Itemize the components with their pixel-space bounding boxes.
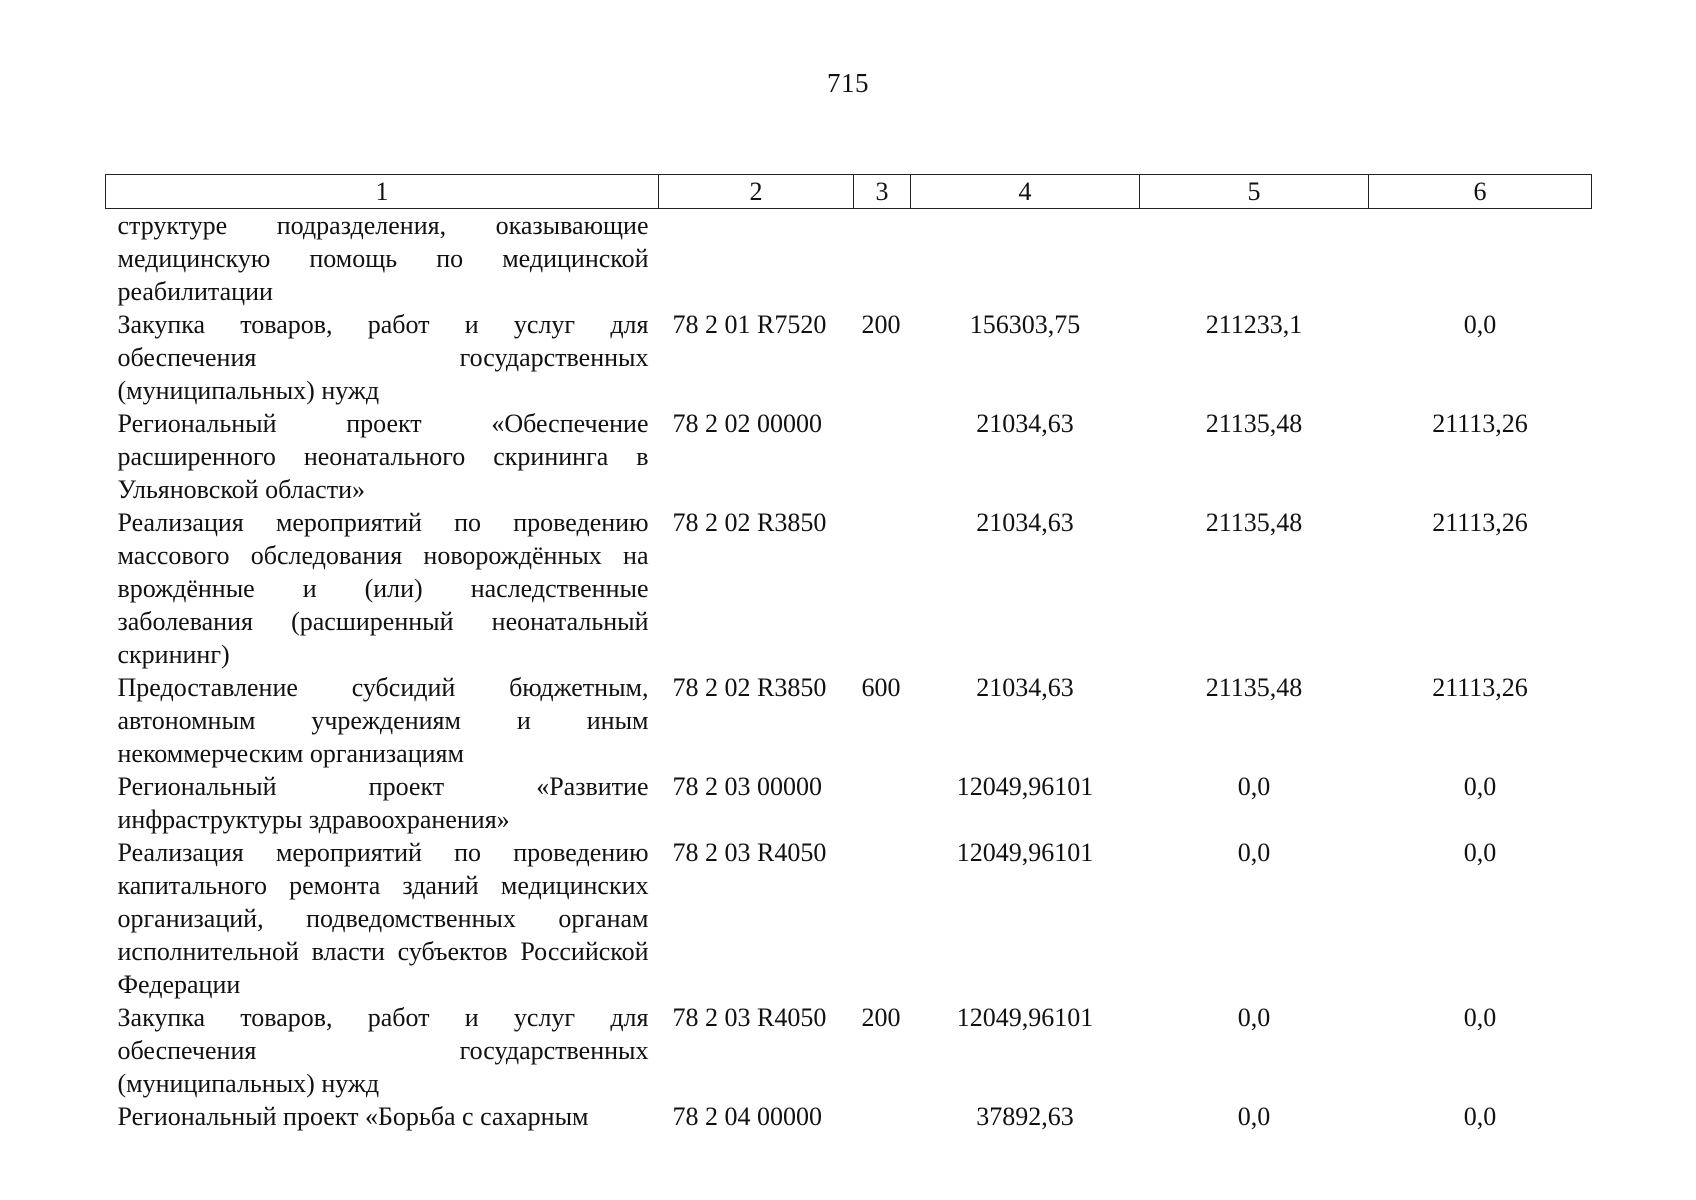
row-code: 78 2 02 R3850: [672, 673, 827, 702]
row-amount-col6: 0,0: [1463, 1102, 1497, 1131]
row-amount-col4: 37892,63: [976, 1102, 1074, 1131]
row-description: Региональный проект «Обеспечение расширенного неонатального скрининга в Ульяновской области»: [117, 409, 649, 504]
row-code: 78 2 04 00000: [672, 1102, 822, 1131]
row-amount-col6: 0,0: [1463, 772, 1497, 801]
table-row: [106, 1100, 1592, 1133]
row-code: 78 2 01 R7520: [672, 310, 827, 339]
row-amount-col5: [1140, 209, 1369, 309]
column-header-6: 6: [1369, 175, 1592, 209]
row-description: структуре подразделения, оказывающие медицинскую помощь по медицинской реабилитации: [117, 211, 649, 306]
column-header-1: 1: [106, 175, 659, 209]
row-code: 78 2 02 00000: [672, 409, 822, 438]
row-description: Закупка товаров, работ и услуг для обеспечения государственных (муниципальных) нужд: [117, 1003, 649, 1098]
row-amount-col5: 21135,48: [1205, 409, 1303, 438]
row-amount-col4: 21034,63: [976, 409, 1074, 438]
table-row: [106, 836, 1592, 1001]
row-code: 78 2 03 R4050: [672, 1003, 827, 1032]
row-description: Региональный проект «Борьба с сахарным: [117, 1102, 589, 1131]
row-amount-col6: [1369, 209, 1592, 309]
row-code: 78 2 03 R4050: [672, 838, 827, 867]
page-number: 715: [827, 68, 869, 98]
column-header-2: 2: [659, 175, 854, 209]
table-row: [106, 671, 1592, 770]
row-expense-type: [854, 836, 911, 1001]
row-expense-type: [854, 209, 911, 309]
row-amount-col6: 21113,26: [1432, 508, 1528, 537]
row-expense-type: 600: [861, 673, 901, 702]
row-amount-col5: 0,0: [1237, 772, 1271, 801]
row-expense-type: 200: [861, 1003, 901, 1032]
table-row: [106, 308, 1592, 407]
row-description: Реализация мероприятий по проведению капитального ремонта зданий медицинских организаций, подведомственных органам исполнительной власти субъектов Российской Федерации: [117, 838, 649, 999]
row-expense-type: [854, 770, 911, 836]
row-expense-type: 200: [861, 310, 901, 339]
row-description: Закупка товаров, работ и услуг для обеспечения государственных (муниципальных) нужд: [117, 310, 649, 405]
row-description: Региональный проект «Развитие инфраструктуры здравоохранения»: [117, 772, 649, 834]
row-amount-col6: 0,0: [1463, 838, 1497, 867]
row-amount-col4: 12049,96101: [956, 772, 1094, 801]
row-amount-col4: 12049,96101: [956, 838, 1094, 867]
row-expense-type: [854, 1100, 911, 1133]
column-header-3: 3: [854, 175, 911, 209]
row-amount-col6: 21113,26: [1432, 673, 1528, 702]
column-header-5: 5: [1140, 175, 1369, 209]
row-amount-col4: [911, 209, 1140, 309]
row-expense-type: [854, 506, 911, 671]
row-amount-col6: 0,0: [1463, 1003, 1497, 1032]
column-header-4: 4: [911, 175, 1140, 209]
table-row: [106, 407, 1592, 506]
row-amount-col4: 12049,96101: [956, 1003, 1094, 1032]
row-amount-col5: 0,0: [1237, 1102, 1271, 1131]
row-amount-col5: 21135,48: [1205, 508, 1303, 537]
row-amount-col6: 0,0: [1463, 310, 1497, 339]
row-code: 78 2 03 00000: [672, 772, 822, 801]
row-amount-col4: 21034,63: [976, 673, 1074, 702]
row-code: 78 2 02 R3850: [672, 508, 827, 537]
row-expense-type: [854, 407, 911, 506]
budget-table: [105, 174, 1592, 1133]
row-amount-col6: 21113,26: [1432, 409, 1528, 438]
table-row: [106, 209, 1592, 309]
table-row: [106, 506, 1592, 671]
row-description: Реализация мероприятий по проведению массового обследования новорождённых на врождённые и (или) наследственные заболевания (расширенный неонатальный скрининг): [117, 508, 649, 669]
row-amount-col4: 156303,75: [969, 310, 1081, 339]
row-amount-col5: 0,0: [1237, 1003, 1271, 1032]
row-amount-col5: 0,0: [1237, 838, 1271, 867]
row-description: Предоставление субсидий бюджетным, автономным учреждениям и иным некоммерческим организациям: [117, 673, 649, 768]
row-amount-col5: 211233,1: [1205, 310, 1303, 339]
row-amount-col5: 21135,48: [1205, 673, 1303, 702]
row-amount-col4: 21034,63: [976, 508, 1074, 537]
table-row: [106, 770, 1592, 836]
table-row: [106, 1001, 1592, 1100]
header-row: [106, 175, 1592, 209]
row-code: [659, 209, 854, 309]
